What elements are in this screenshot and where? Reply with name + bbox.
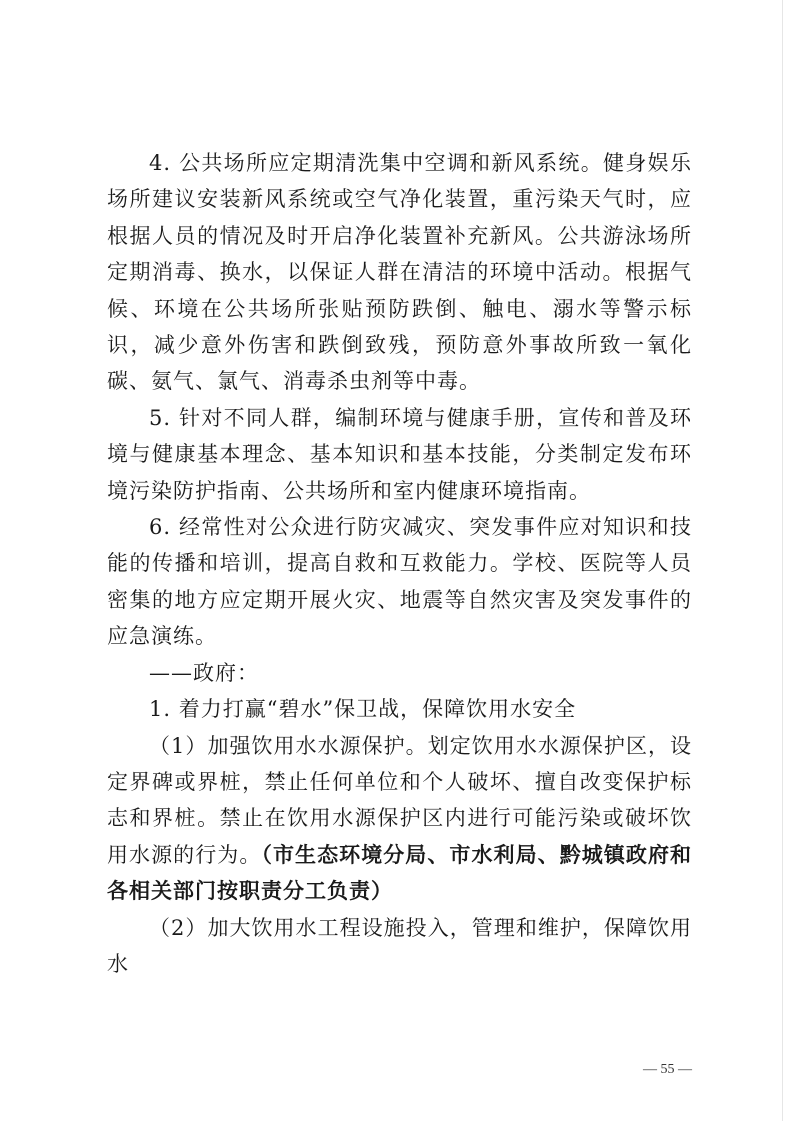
page-edge-line	[782, 0, 783, 1121]
paragraph-item-6: 6. 经常性对公众进行防灾减灾、突发事件应对知识和技能的传播和培训，提高自救和互救能力。学校、医院等人员密集的地方应定期开展火灾、地震等自然灾害及突发事件的应急演练。	[107, 515, 692, 649]
page-number: — 55 —	[643, 1062, 692, 1077]
paragraph-water-facilities: （2）加大饮用水工程设施投入，管理和维护，保障饮用水	[107, 915, 692, 976]
subheading-drinking-water: 1. 着力打赢“碧水”保卫战，保障饮用水安全	[149, 697, 577, 722]
paragraph-item-5: 5. 针对不同人群，编制环境与健康手册，宣传和普及环境与健康基本理念、基本知识和基本技能，分类制定发布环境污染防护指南、公共场所和室内健康环境指南。	[107, 405, 692, 503]
body-text	[107, 145, 692, 982]
paragraph-water-source-protection: （1）加强饮用水水源保护。划定饮用水水源保护区，设定界碑或界桩，禁止任何单位和个人破坏、擅自改变保护标志和界桩。禁止在饮用水源保护区内进行可能污染或破坏饮用水源的行为。（市生态环境分局、市水利局、黔城镇政府和各相关部门按职责分工负责）	[107, 733, 693, 904]
section-heading-government: ——政府：	[149, 660, 259, 685]
paragraph-item-4: 4. 公共场所应定期清洗集中空调和新风系统。健身娱乐场所建议安装新风系统或空气净化装置，重污染天气时，应根据人员的情况及时开启净化装置补充新风。公共游泳场所定期消毒、换水，以保证人群在清洁的环境中活动。根据气候、环境在公共场所张贴预防跌倒、触电、溺水等警示标识，减少意外伤害和跌倒致残，预防意外事故所致一氧化碳、氨气、氯气、消毒杀虫剂等中毒。	[107, 151, 692, 394]
responsibility-note: （市生态环境分局、市水利局、黔城镇政府和各相关部门按职责分工负责）	[107, 842, 693, 904]
